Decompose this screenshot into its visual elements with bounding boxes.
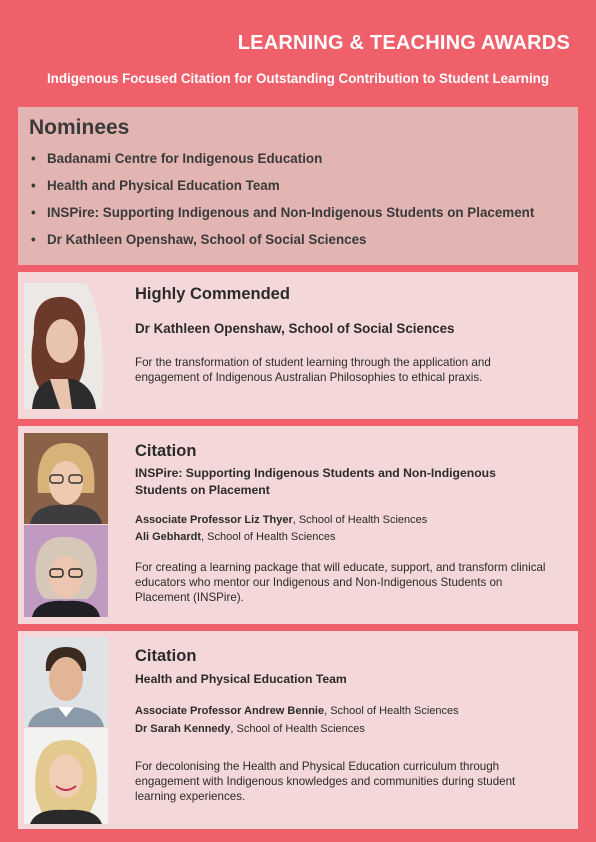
portrait-photo (24, 433, 108, 524)
nominees-heading: Nominees (29, 116, 130, 139)
award-recipient: INSPire: Supporting Indigenous Students and Non-Indigenous Students on Placement (135, 466, 496, 497)
list-item: • Dr Kathleen Openshaw, School of Social Sciences (31, 232, 367, 247)
award-title: Highly Commended (135, 285, 290, 303)
award-description: For decolonising the Health and Physical Education curriculum through engagement with Indigenous knowledges and communities during student learning experiences. (135, 760, 516, 803)
list-item: • INSPire: Supporting Indigenous and Non-Indigenous Students on Placement (31, 205, 535, 220)
award-title: Citation (135, 442, 197, 460)
award-person: Dr Sarah Kennedy, School of Health Sciences (135, 723, 365, 735)
award-recipient: Health and Physical Education Team (135, 672, 347, 686)
list-item: • Health and Physical Education Team (31, 178, 280, 193)
award-person: Associate Professor Liz Thyer, School of Health Sciences (135, 514, 428, 526)
award-highly-commended (18, 272, 578, 419)
list-item: • Badanami Centre for Indigenous Education (31, 151, 323, 166)
award-citation-hpe (18, 631, 578, 829)
header-title: LEARNING & TEACHING AWARDS (237, 32, 570, 54)
portrait-photo (24, 637, 108, 727)
award-recipient: Dr Kathleen Openshaw, School of Social Sciences (135, 321, 455, 336)
header-subtitle: Indigenous Focused Citation for Outstanding Contribution to Student Learning (46, 71, 550, 86)
nominees-list (31, 151, 534, 259)
award-person: Ali Gebhardt, School of Health Sciences (135, 531, 336, 543)
portrait-photo (24, 728, 108, 824)
portrait-photo (24, 283, 108, 409)
portrait-photo (24, 525, 108, 617)
award-person: Associate Professor Andrew Bennie, School of Health Sciences (135, 705, 459, 717)
award-citation-inspire (18, 426, 578, 624)
award-description: For the transformation of student learning through the application and engagement of Indigenous Australian Philosophies to ethical praxis. (135, 356, 491, 384)
nominees-panel (18, 107, 578, 265)
award-title: Citation (135, 647, 197, 665)
award-description: For creating a learning package that will educate, support, and transform clinical educators who mentor our Indigenous and Non-Indigenous Students on Placement (INSPire). (135, 561, 546, 604)
